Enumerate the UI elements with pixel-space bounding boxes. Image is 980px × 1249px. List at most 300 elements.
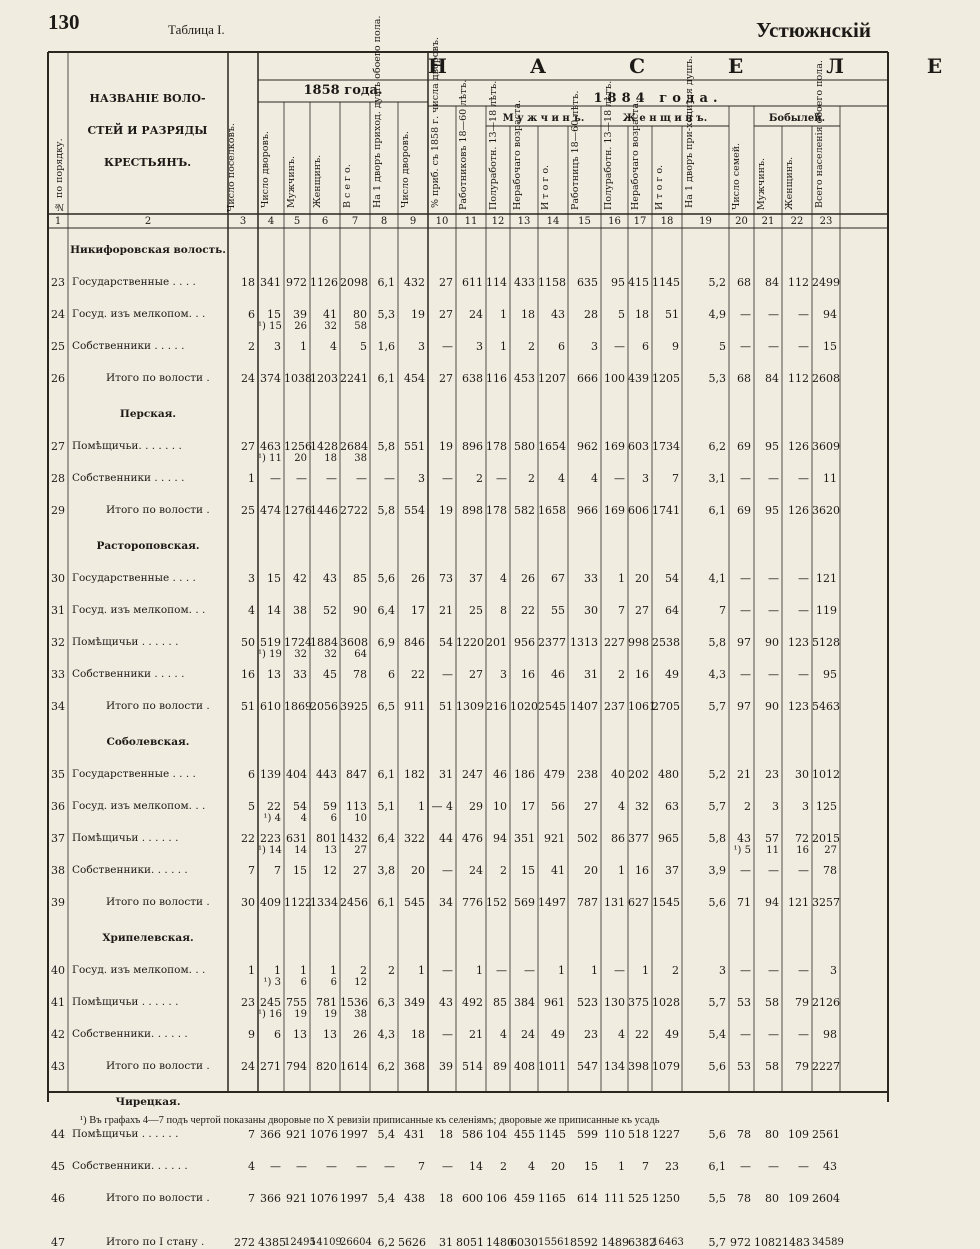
cell-col-12: 2	[500, 1160, 507, 1173]
cell-col-15: 3	[591, 340, 598, 353]
cell-col-9: 846	[404, 636, 425, 649]
cell-col-7: 2	[360, 964, 367, 977]
row-name: Итого по волости .	[106, 700, 210, 712]
row-number: 43	[51, 1060, 65, 1073]
row-name: Итого по волости .	[106, 896, 210, 908]
row-number: 44	[51, 1128, 65, 1141]
row-name: Собственники . . . . .	[72, 668, 185, 680]
sub-cell-col-6: 19	[324, 1009, 337, 1020]
cell-col-4: 14	[267, 604, 281, 617]
cell-col-7: 90	[353, 604, 367, 617]
cell-col-23: 98	[823, 1028, 837, 1041]
cell-col-6: 13	[323, 1028, 337, 1041]
cell-col-19: 7	[719, 604, 726, 617]
cell-col-8: 6	[388, 668, 395, 681]
row-name: Собственники. . . . . .	[72, 864, 188, 876]
row-number: 38	[51, 864, 65, 877]
cell-col-5: 1724	[284, 636, 312, 649]
cell-col-15: 28	[584, 308, 598, 321]
cell-col-11: 898	[462, 504, 483, 517]
header-col-5: Мужчинъ.	[286, 155, 297, 208]
cell-col-20: —	[740, 572, 751, 585]
row-name: Помѣщичьи . . . . . .	[72, 996, 179, 1008]
cell-col-14: 55	[551, 604, 565, 617]
column-number: 20	[735, 216, 748, 227]
cell-col-10: 54	[439, 636, 453, 649]
row-name: Собственники . . . . .	[72, 340, 185, 352]
row-name: Государственные . . . .	[72, 768, 196, 780]
row-name: Итого по I стану .	[106, 1236, 205, 1248]
cell-col-9: 911	[404, 700, 425, 713]
cell-col-11: 476	[462, 832, 483, 845]
cell-col-18: 1205	[652, 372, 680, 385]
cell-col-20: 78	[737, 1128, 751, 1141]
cell-col-17: 415	[628, 276, 649, 289]
cell-col-11: 1309	[456, 700, 484, 713]
cell-col-6: 443	[316, 768, 337, 781]
cell-col-10: —	[442, 668, 453, 681]
cell-col-19: 5	[719, 340, 726, 353]
cell-col-8: 5,6	[377, 572, 395, 585]
cell-col-11: 21	[469, 1028, 483, 1041]
cell-col-9: 22	[411, 668, 425, 681]
cell-col-17: 998	[628, 636, 649, 649]
cell-col-10: 73	[439, 572, 453, 585]
cell-col-5: 1	[300, 340, 307, 353]
cell-col-19: 4,9	[708, 308, 726, 321]
cell-col-21: 80	[765, 1192, 779, 1205]
cell-col-22: —	[798, 964, 809, 977]
header-settlements: Число поселковъ.	[226, 123, 237, 212]
cell-col-8: 6,4	[377, 604, 395, 617]
cell-col-6: 1446	[310, 504, 338, 517]
cell-col-5: 15	[293, 864, 307, 877]
cell-col-14: 1	[558, 964, 565, 977]
cell-col-21: 90	[765, 700, 779, 713]
cell-col-22: —	[798, 572, 809, 585]
cell-col-12: 178	[486, 440, 507, 453]
cell-col-7: 847	[346, 768, 367, 781]
header-year-1884: 1884 года.	[593, 91, 723, 106]
cell-col-4: 15	[267, 572, 281, 585]
cell-col-22: —	[798, 340, 809, 353]
cell-col-11: 776	[462, 896, 483, 909]
column-number: 11	[464, 216, 478, 227]
cell-col-20: 68	[737, 276, 751, 289]
header-col-4: Число дворовъ.	[260, 131, 271, 208]
cell-col-4: 610	[260, 700, 281, 713]
sub-cell-col-4: ¹) 19	[258, 649, 282, 660]
cell-col-21: —	[768, 472, 779, 485]
column-number: 5	[293, 216, 301, 227]
cell-col-21: —	[768, 308, 779, 321]
cell-col-4: 366	[260, 1192, 281, 1205]
cell-col-16: 111	[604, 1192, 625, 1205]
cell-col-12: 8	[500, 604, 507, 617]
sub-cell-col-4: ¹) 4	[263, 813, 281, 824]
running-head: Устюжнскій	[756, 18, 871, 42]
cell-col-18: 63	[665, 800, 679, 813]
cell-col-14: 15561	[538, 1237, 570, 1248]
column-number: 21	[761, 216, 775, 227]
cell-col-17: 398	[628, 1060, 649, 1073]
cell-col-16: 2	[618, 668, 625, 681]
cell-col-13: 1020	[510, 700, 538, 713]
cell-col-20: 21	[737, 768, 751, 781]
cell-col-16: —	[614, 340, 625, 353]
cell-col-9: 182	[404, 768, 425, 781]
cell-col-8: 5,3	[377, 308, 395, 321]
header-men: М у ж ч и н ъ.	[502, 113, 585, 124]
row-number: 30	[51, 572, 65, 585]
sub-cell-col-7: 64	[354, 649, 367, 660]
header-name-line-1: НАЗВАНІЕ ВОЛО-	[89, 92, 206, 105]
cell-col-20: 69	[737, 504, 751, 517]
cell-col-15: 502	[577, 832, 598, 845]
cell-col-9: 545	[404, 896, 425, 909]
cell-col-19: 5,6	[708, 1060, 726, 1073]
cell-col-9: 368	[404, 1060, 425, 1073]
cell-col-7: 3925	[340, 700, 368, 713]
cell-col-4: 3	[274, 340, 281, 353]
cell-col-19: 5,6	[708, 896, 726, 909]
sub-cell-col-5: 6	[300, 977, 307, 988]
cell-col-22: —	[798, 472, 809, 485]
cell-col-4: 463	[260, 440, 281, 453]
cell-col-4: 474	[260, 504, 281, 517]
cell-col-23: 1012	[812, 768, 840, 781]
cell-col-18: 1028	[652, 996, 680, 1009]
cell-col-21: —	[768, 1160, 779, 1173]
cell-col-7: 78	[353, 668, 367, 681]
cell-col-16: 237	[604, 700, 625, 713]
cell-col-20: 71	[737, 896, 751, 909]
cell-col-19: 5,8	[708, 636, 726, 649]
cell-col-9: 19	[411, 308, 425, 321]
cell-col-6: 1884	[310, 636, 338, 649]
cell-col-23: 121	[816, 572, 837, 585]
cell-col-15: 966	[577, 504, 598, 517]
cell-col-4: 409	[260, 896, 281, 909]
cell-col-3: 6	[248, 768, 255, 781]
cell-col-8: 3,8	[377, 864, 395, 877]
cell-col-6: 4	[330, 340, 337, 353]
sub-cell-col-4: ¹) 14	[258, 845, 282, 856]
header-row-number: № по порядку.	[54, 138, 65, 212]
cell-col-19: 6,1	[708, 1160, 726, 1173]
cell-col-7: 1614	[340, 1060, 368, 1073]
sub-cell-col-4: ¹) 3	[263, 977, 281, 988]
row-name: Госуд. изъ мелкопом. . .	[72, 800, 206, 812]
cell-col-13: —	[524, 964, 535, 977]
cell-col-17: 606	[628, 504, 649, 517]
cell-col-22: 126	[788, 504, 809, 517]
column-number: 9	[409, 216, 417, 227]
cell-col-15: 635	[577, 276, 598, 289]
sub-cell-col-5: 20	[294, 453, 307, 464]
header-col-22: Женщинъ.	[784, 156, 795, 210]
row-number: 27	[51, 440, 65, 453]
cell-col-15: 23	[584, 1028, 598, 1041]
column-number: 16	[608, 216, 621, 227]
cell-col-18: 7	[672, 472, 679, 485]
cell-col-5: 39	[293, 308, 307, 321]
cell-col-16: 227	[604, 636, 625, 649]
column-number: 14	[546, 216, 560, 227]
cell-col-15: 33	[584, 572, 598, 585]
cell-col-14: 479	[544, 768, 565, 781]
cell-col-6: —	[326, 1160, 337, 1173]
cell-col-22: 109	[788, 1192, 809, 1205]
cell-col-5: 1869	[284, 700, 312, 713]
cell-col-22: 3	[802, 800, 809, 813]
cell-col-13: 22	[521, 604, 535, 617]
header-col-17: Нерабочаго возраста.	[630, 99, 641, 210]
cell-col-10: 31	[439, 1236, 453, 1249]
cell-col-12: 201	[486, 636, 507, 649]
cell-col-8: 6,5	[377, 700, 395, 713]
cell-col-14: 1145	[538, 1128, 566, 1141]
cell-col-7: 2456	[340, 896, 368, 909]
cell-col-16: 134	[604, 1060, 625, 1073]
cell-col-10: 27	[439, 372, 453, 385]
cell-col-11: 14	[469, 1160, 483, 1173]
row-name: Помѣщичьи . . . . . .	[72, 636, 179, 648]
cell-col-9: 554	[404, 504, 425, 517]
cell-col-20: 43	[737, 832, 751, 845]
sub-cell-col-7: 12	[354, 977, 367, 988]
cell-col-17: 32	[635, 800, 649, 813]
cell-col-12: 10	[493, 800, 507, 813]
cell-col-18: 51	[665, 308, 679, 321]
cell-col-9: 431	[404, 1128, 425, 1141]
sub-cell-col-6: 32	[324, 321, 337, 332]
cell-col-23: 78	[823, 864, 837, 877]
header-col-10: % приб. съ 1858 г. числа дворовъ.	[430, 37, 441, 208]
row-number: 28	[51, 472, 65, 485]
cell-col-17: 16	[635, 864, 649, 877]
cell-col-17: 603	[628, 440, 649, 453]
column-number: 2	[144, 216, 152, 227]
cell-col-17: 627	[628, 896, 649, 909]
column-number: 8	[380, 216, 388, 227]
cell-col-11: 3	[476, 340, 483, 353]
cell-col-20: —	[740, 472, 751, 485]
cell-col-15: 30	[584, 604, 598, 617]
column-number: 3	[239, 216, 247, 227]
column-number: 1	[54, 216, 62, 227]
cell-col-13: 15	[521, 864, 535, 877]
header-col-13: Нерабочаго возраста.	[512, 99, 523, 210]
cell-col-18: 64	[665, 604, 679, 617]
cell-col-18: 1227	[652, 1128, 680, 1141]
row-name: Собственники. . . . . .	[72, 1028, 188, 1040]
cell-col-9: 551	[404, 440, 425, 453]
column-number: 4	[267, 216, 275, 227]
cell-col-8: 5,8	[377, 504, 395, 517]
cell-col-13: 17	[521, 800, 535, 813]
cell-col-21: 1082	[754, 1236, 782, 1249]
row-number: 26	[51, 372, 65, 385]
header-population-banner: Н А С Е Л Е	[428, 54, 980, 78]
cell-col-8: 5,4	[377, 1128, 395, 1141]
cell-col-12: 4	[500, 1028, 507, 1041]
cell-col-8: 6,1	[377, 276, 395, 289]
cell-col-20: —	[740, 668, 751, 681]
cell-col-21: 23	[765, 768, 779, 781]
row-number: 34	[51, 700, 65, 713]
cell-col-16: 4	[618, 800, 625, 813]
row-number: 45	[51, 1160, 65, 1173]
cell-col-21: 90	[765, 636, 779, 649]
cell-col-22: 79	[795, 1060, 809, 1073]
cell-col-13: 459	[514, 1192, 535, 1205]
cell-col-5: 921	[286, 1128, 307, 1141]
cell-col-16: 100	[604, 372, 625, 385]
cell-col-23: 5128	[812, 636, 840, 649]
sub-cell-col-22: 16	[796, 845, 809, 856]
cell-col-3: 9	[248, 1028, 255, 1041]
cell-col-7: —	[356, 1160, 367, 1173]
sub-cell-col-7: 58	[354, 321, 367, 332]
cell-col-10: —	[442, 1160, 453, 1173]
cell-col-5: 13	[293, 1028, 307, 1041]
cell-col-23: 3257	[812, 896, 840, 909]
cell-col-23: 95	[823, 668, 837, 681]
sub-cell-col-21: 11	[766, 845, 779, 856]
cell-col-22: 72	[795, 832, 809, 845]
cell-col-9: 3	[418, 472, 425, 485]
cell-col-13: 16	[521, 668, 535, 681]
cell-col-21: 57	[765, 832, 779, 845]
section-title: Перская.	[119, 408, 177, 420]
cell-col-20: 53	[737, 996, 751, 1009]
cell-col-22: —	[798, 604, 809, 617]
row-number: 33	[51, 668, 65, 681]
cell-col-20: —	[740, 864, 751, 877]
cell-col-4: 271	[260, 1060, 281, 1073]
cell-col-6: 1076	[310, 1128, 338, 1141]
cell-col-10: 39	[439, 1060, 453, 1073]
cell-col-18: 49	[665, 668, 679, 681]
cell-col-12: 216	[486, 700, 507, 713]
cell-col-3: 1	[248, 964, 255, 977]
cell-col-19: 5,7	[708, 700, 726, 713]
cell-col-7: 113	[346, 800, 367, 813]
cell-col-21: 3	[772, 800, 779, 813]
cell-col-4: 139	[260, 768, 281, 781]
cell-col-11: 600	[462, 1192, 483, 1205]
cell-col-23: 3	[830, 964, 837, 977]
cell-col-5: 12495	[284, 1237, 316, 1248]
cell-col-5: 1038	[284, 372, 312, 385]
cell-col-16: 169	[604, 440, 625, 453]
cell-col-15: 1	[591, 964, 598, 977]
row-name: Государственные . . . .	[72, 572, 196, 584]
cell-col-6: 1076	[310, 1192, 338, 1205]
cell-col-21: —	[768, 668, 779, 681]
cell-col-12: 104	[486, 1128, 507, 1141]
cell-col-20: 97	[737, 700, 751, 713]
sub-cell-col-6: 13	[324, 845, 337, 856]
header-col-20: Число семей.	[731, 142, 742, 210]
cell-col-23: 2499	[812, 276, 840, 289]
cell-col-10: 51	[439, 700, 453, 713]
cell-col-10: 18	[439, 1192, 453, 1205]
cell-col-20: 69	[737, 440, 751, 453]
cell-col-23: 5463	[812, 700, 840, 713]
cell-col-13: 186	[514, 768, 535, 781]
cell-col-3: 7	[248, 864, 255, 877]
sub-cell-col-6: 6	[330, 977, 337, 988]
row-name: Государственные . . . .	[72, 276, 196, 288]
cell-col-5: 921	[286, 1192, 307, 1205]
cell-col-20: —	[740, 604, 751, 617]
sub-cell-col-20: ¹) 5	[733, 845, 751, 856]
cell-col-18: 16463	[652, 1237, 684, 1248]
cell-col-3: 30	[241, 896, 255, 909]
cell-col-10: 18	[439, 1128, 453, 1141]
cell-col-3: 51	[241, 700, 255, 713]
cell-col-14: 6	[558, 340, 565, 353]
cell-col-17: 377	[628, 832, 649, 845]
cell-col-4: 245	[260, 996, 281, 1009]
table-label: Таблица I.	[168, 22, 225, 37]
row-name: Собственники. . . . . .	[72, 1160, 188, 1172]
cell-col-19: 6,1	[708, 504, 726, 517]
sub-cell-col-5: 19	[294, 1009, 307, 1020]
cell-col-19: 3	[719, 964, 726, 977]
header-col-21: Мужчинъ.	[756, 157, 767, 210]
cell-col-23: 3620	[812, 504, 840, 517]
row-name: Помѣщичьи . . . . . .	[72, 832, 179, 844]
cell-col-9: 20	[411, 864, 425, 877]
row-number: 40	[51, 964, 65, 977]
row-number: 23	[51, 276, 65, 289]
cell-col-9: 432	[404, 276, 425, 289]
cell-col-13: 956	[514, 636, 535, 649]
cell-col-23: 34589	[812, 1237, 844, 1248]
cell-col-15: 4	[591, 472, 598, 485]
cell-col-23: 43	[823, 1160, 837, 1173]
cell-col-22: 112	[788, 276, 809, 289]
cell-col-9: 7	[418, 1160, 425, 1173]
cell-col-10: —	[442, 964, 453, 977]
cell-col-5: 1256	[284, 440, 312, 453]
header-name-line-2: СТЕЙ И РАЗРЯДЫ	[87, 124, 208, 137]
cell-col-16: 40	[611, 768, 625, 781]
cell-col-3: 4	[248, 604, 255, 617]
cell-col-21: 94	[765, 896, 779, 909]
section-title: Никифоровская волость.	[70, 244, 226, 256]
cell-col-6: 45	[323, 668, 337, 681]
cell-col-3: 4	[248, 1160, 255, 1173]
cell-col-16: —	[614, 964, 625, 977]
cell-col-18: 1079	[652, 1060, 680, 1073]
cell-col-23: 11	[823, 472, 837, 485]
cell-col-12: 178	[486, 504, 507, 517]
cell-col-17: 375	[628, 996, 649, 1009]
sub-cell-col-4: ¹) 15	[258, 321, 282, 332]
cell-col-14: 921	[544, 832, 565, 845]
sub-cell-col-5: 26	[294, 321, 307, 332]
cell-col-7: 1536	[340, 996, 368, 1009]
cell-col-13: 455	[514, 1128, 535, 1141]
cell-col-13: 384	[514, 996, 535, 1009]
cell-col-7: 2098	[340, 276, 368, 289]
cell-col-13: 433	[514, 276, 535, 289]
cell-col-22: —	[798, 308, 809, 321]
